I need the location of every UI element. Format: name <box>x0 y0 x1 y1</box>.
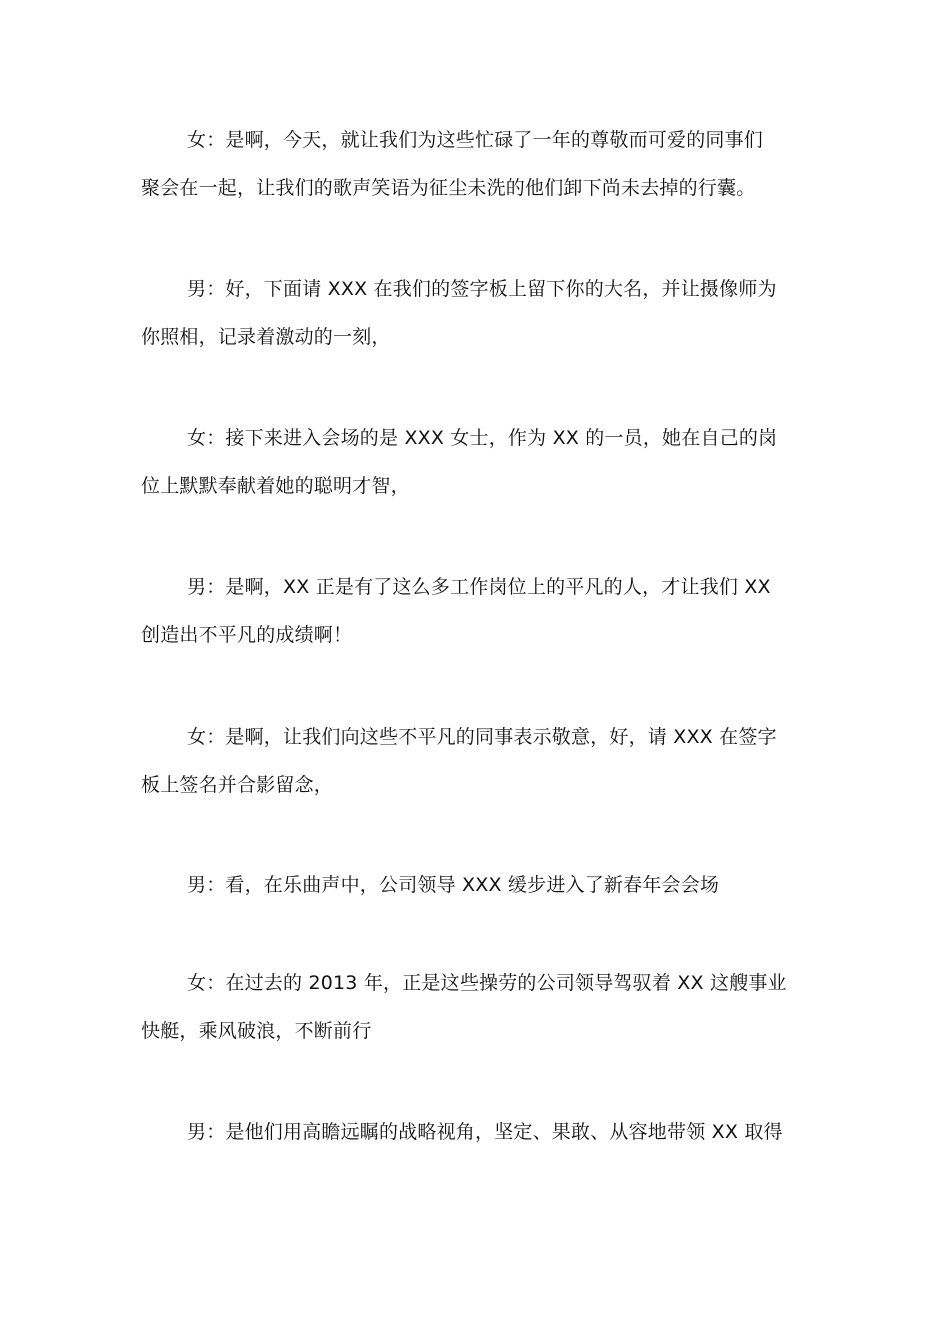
dialogue-paragraph <box>141 116 813 212</box>
dialogue-paragraph <box>141 414 813 510</box>
paragraph-line: 男：是他们用高瞻远瞩的战略视角，坚定、果敢、从容地带领 XX 取得 <box>187 1121 783 1143</box>
paragraph-line: 创造出不平凡的成绩啊！ <box>141 624 353 646</box>
paragraph-line: 女：接下来进入会场的是 XXX 女士，作为 XX 的一员，她在自己的岗 <box>187 427 778 449</box>
paragraph-line: 聚会在一起，让我们的歌声笑语为征尘未洗的他们卸下尚未去掉的行囊。 <box>141 177 756 199</box>
dialogue-paragraph <box>141 713 813 809</box>
paragraph-line: 位上默默奉献着她的聪明才智， <box>141 475 410 497</box>
paragraph-line: 男：是啊，XX 正是有了这么多工作岗位上的平凡的人，才让我们 XX <box>187 576 771 598</box>
paragraph-line: 女：在过去的 2013 年，正是这些操劳的公司领导驾驭着 XX 这艘事业 <box>187 972 787 994</box>
dialogue-paragraph <box>141 861 813 909</box>
paragraph-line: 女：是啊，让我们向这些不平凡的同事表示敬意，好，请 XXX 在签字 <box>187 726 777 748</box>
paragraph-line: 男：看，在乐曲声中，公司领导 XXX 缓步进入了新春年会会场 <box>187 874 720 896</box>
paragraph-line: 女：是啊，今天，就让我们为这些忙碌了一年的尊敬而可爱的同事们 <box>187 129 764 151</box>
paragraph-line: 快艇，乘风破浪，不断前行 <box>141 1020 372 1042</box>
dialogue-paragraph <box>141 265 813 361</box>
dialogue-paragraph <box>141 1108 813 1156</box>
paragraph-line: 你照相，记录着激动的一刻， <box>141 326 391 348</box>
paragraph-line: 男：好，下面请 XXX 在我们的签字板上留下你的大名，并让摄像师为 <box>187 278 777 300</box>
dialogue-paragraph <box>141 563 813 659</box>
paragraph-line: 板上签名并合影留念， <box>141 774 334 796</box>
dialogue-paragraph <box>141 959 813 1055</box>
